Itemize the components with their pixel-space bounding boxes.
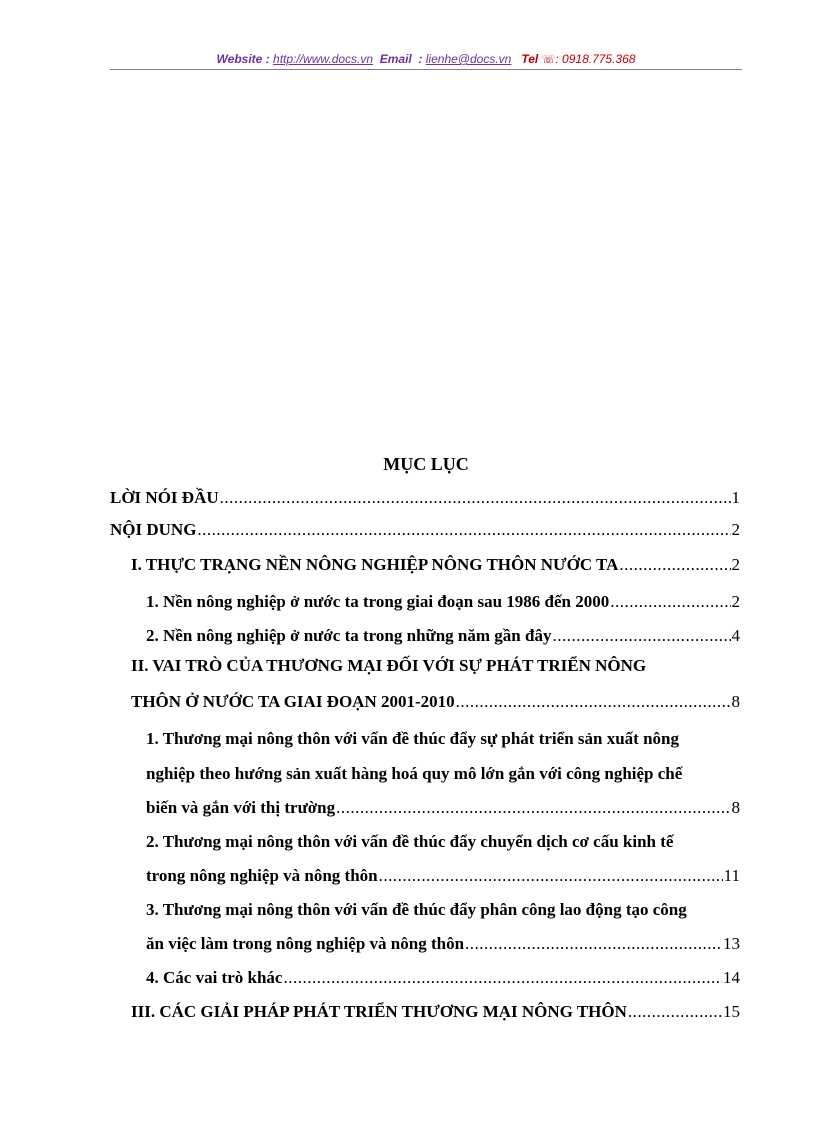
- toc-dot-leader: [619, 555, 730, 575]
- toc-entry-2-4[interactable]: [146, 968, 740, 994]
- toc-dot-leader: [283, 968, 722, 988]
- toc-dot-leader: [379, 866, 723, 886]
- toc-entry-text: NỘI DUNG: [110, 520, 197, 539]
- tel-label: Tel: [521, 52, 539, 66]
- toc-page-number: 2: [731, 592, 740, 611]
- toc-entry-2-1-line2[interactable]: nghiệp theo hướng sản xuất hàng hoá quy mô lớn gắn với công nghiệp chế: [146, 764, 683, 783]
- tel-number: : 0918.775.368: [555, 52, 636, 66]
- toc-entry-text: I. THỰC TRẠNG NỀN NÔNG NGHIỆP NÔNG THÔN NƯỚC TA: [131, 555, 619, 574]
- toc-entry-noi-dung[interactable]: [110, 520, 740, 546]
- toc-entry-loi-noi-dau[interactable]: [110, 488, 740, 514]
- toc-page-number: 8: [731, 692, 740, 711]
- toc-entry-1-2[interactable]: [146, 626, 740, 652]
- website-label: Website :: [216, 52, 270, 66]
- website-link[interactable]: http://www.docs.vn: [273, 52, 374, 66]
- toc-page-number: 1: [731, 488, 740, 507]
- toc-entry-section-3[interactable]: [131, 1002, 740, 1028]
- toc-entry-section-2-line1[interactable]: II. VAI TRÒ CỦA THƯƠNG MẠI ĐỐI VỚI SỰ PHÁT TRIỂN NÔNG: [131, 656, 647, 675]
- toc-page-number: 2: [731, 555, 740, 574]
- toc-entry-2-2[interactable]: [146, 866, 740, 892]
- toc-entry-2-1[interactable]: [146, 798, 740, 824]
- toc-dot-leader: [465, 934, 722, 954]
- toc-entry-2-3-line1[interactable]: 3. Thương mại nông thôn với vấn đề thúc đẩy phân công lao động tạo công: [146, 900, 687, 919]
- toc-entry-text: 1. Nền nông nghiệp ở nước ta trong giai đoạn sau 1986 đến 2000: [146, 592, 610, 611]
- toc-dot-leader: [610, 592, 730, 612]
- toc-dot-leader: [220, 488, 731, 508]
- phone-icon: ☏: [541, 54, 556, 66]
- toc-entry-text: 4. Các vai trò khác: [146, 968, 283, 987]
- toc-entry-text: ăn việc làm trong nông nghiệp và nông thôn: [146, 934, 465, 953]
- toc-entry-2-2-line1[interactable]: 2. Thương mại nông thôn với vấn đề thúc đẩy chuyển dịch cơ cấu kinh tế: [146, 832, 674, 851]
- toc-page-number: 2: [731, 520, 740, 539]
- toc-entry-text: III. CÁC GIẢI PHÁP PHÁT TRIỂN THƯƠNG MẠI NÔNG THÔN: [131, 1002, 627, 1021]
- toc-entry-text: biến và gắn với thị trường: [146, 798, 336, 817]
- toc-page-number: 8: [731, 798, 740, 817]
- toc-entry-1-1[interactable]: [146, 592, 740, 618]
- toc-entry-2-1-line1[interactable]: 1. Thương mại nông thôn với vấn đề thúc đẩy sự phát triển sản xuất nông: [146, 729, 679, 748]
- toc-entry-text: trong nông nghiệp và nông thôn: [146, 866, 378, 885]
- email-link[interactable]: lienhe@docs.vn: [425, 52, 512, 66]
- toc-dot-leader: [628, 1002, 722, 1022]
- toc-dot-leader: [552, 626, 730, 646]
- email-label: Email: [379, 52, 412, 66]
- toc-dot-leader: [197, 520, 730, 540]
- toc-page-number: 11: [723, 866, 740, 885]
- page-header: [110, 52, 742, 66]
- toc-entry-text: 2. Nền nông nghiệp ở nước ta trong những năm gần đây: [146, 626, 552, 645]
- toc-page-number: 14: [723, 968, 740, 987]
- toc-dot-leader: [336, 798, 730, 818]
- toc-entry-text: LỜI NÓI ĐẦU: [110, 488, 219, 507]
- toc-entry-text: THÔN Ở NƯỚC TA GIAI ĐOẠN 2001-2010: [131, 692, 455, 711]
- toc-entry-2-3[interactable]: [146, 934, 740, 960]
- toc-dot-leader: [456, 692, 731, 712]
- toc-page-number: 13: [723, 934, 740, 953]
- email-separator: :: [418, 52, 423, 66]
- header-divider: [110, 69, 742, 70]
- toc-entry-section-1[interactable]: [131, 555, 740, 581]
- toc-page-number: 15: [723, 1002, 740, 1021]
- toc-entry-section-2[interactable]: [131, 692, 740, 718]
- toc-page-number: 4: [731, 626, 740, 645]
- toc-title: MỤC LỤC: [383, 454, 469, 474]
